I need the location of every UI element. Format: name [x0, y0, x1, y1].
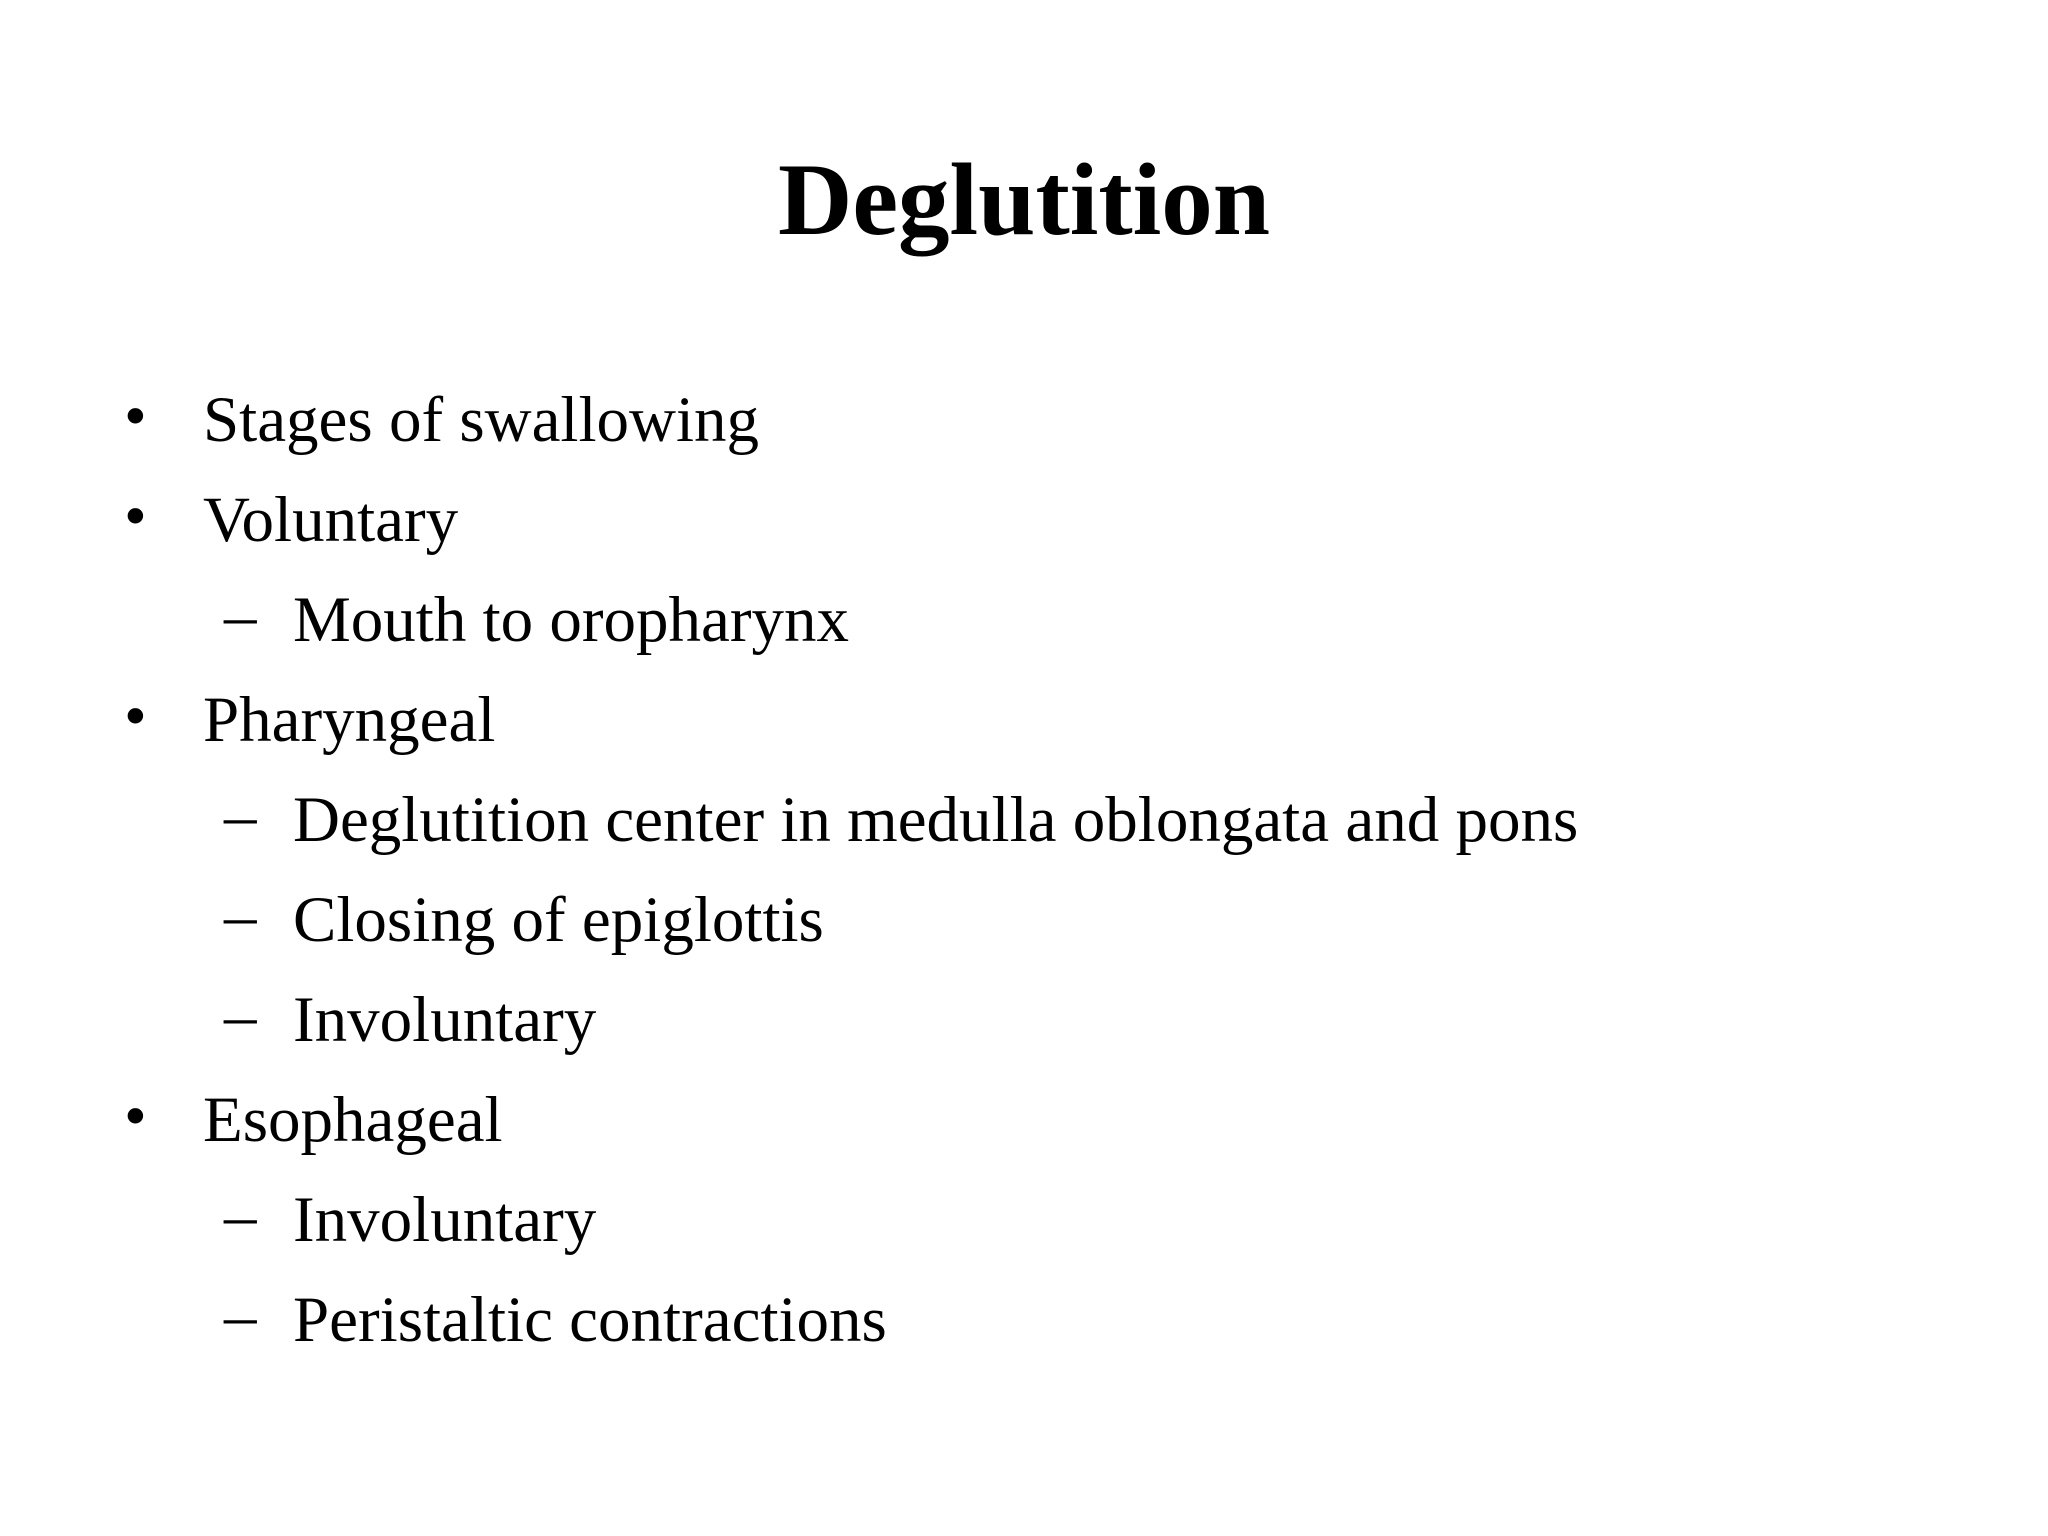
sub-bullet-item: [0, 1182, 2048, 1282]
dash-marker: –: [224, 580, 257, 652]
bullet-marker: •: [124, 480, 147, 552]
dash-marker: –: [224, 1280, 257, 1352]
sub-bullet-item: [0, 1282, 2048, 1382]
dash-marker: –: [224, 780, 257, 852]
bullet-item: [0, 682, 2048, 782]
sub-bullet-item: [0, 782, 2048, 882]
bullet-item: [0, 382, 2048, 482]
dash-marker: –: [224, 880, 257, 952]
sub-bullet-text: Peristaltic contractions: [293, 1284, 887, 1356]
bullet-marker: •: [124, 1080, 147, 1152]
bullet-text: Pharyngeal: [203, 684, 496, 756]
bullet-item: [0, 482, 2048, 582]
bullet-marker: •: [124, 680, 147, 752]
sub-bullet-text: Closing of epiglottis: [293, 884, 824, 956]
sub-bullet-item: [0, 582, 2048, 682]
bullet-text: Stages of swallowing: [203, 384, 760, 456]
slide-title: Deglutition: [777, 143, 1271, 257]
bullet-list: [0, 382, 2048, 1382]
bullet-text: Esophageal: [203, 1084, 503, 1156]
bullet-text: Voluntary: [203, 484, 459, 556]
sub-bullet-text: Deglutition center in medulla oblongata and pons: [293, 784, 1579, 856]
bullet-item: [0, 1082, 2048, 1182]
dash-marker: –: [224, 1180, 257, 1252]
sub-bullet-text: Involuntary: [293, 1184, 597, 1256]
dash-marker: –: [224, 980, 257, 1052]
sub-bullet-text: Involuntary: [293, 984, 597, 1056]
sub-bullet-text: Mouth to oropharynx: [293, 584, 850, 656]
sub-bullet-item: [0, 982, 2048, 1082]
sub-bullet-item: [0, 882, 2048, 982]
bullet-marker: •: [124, 380, 147, 452]
